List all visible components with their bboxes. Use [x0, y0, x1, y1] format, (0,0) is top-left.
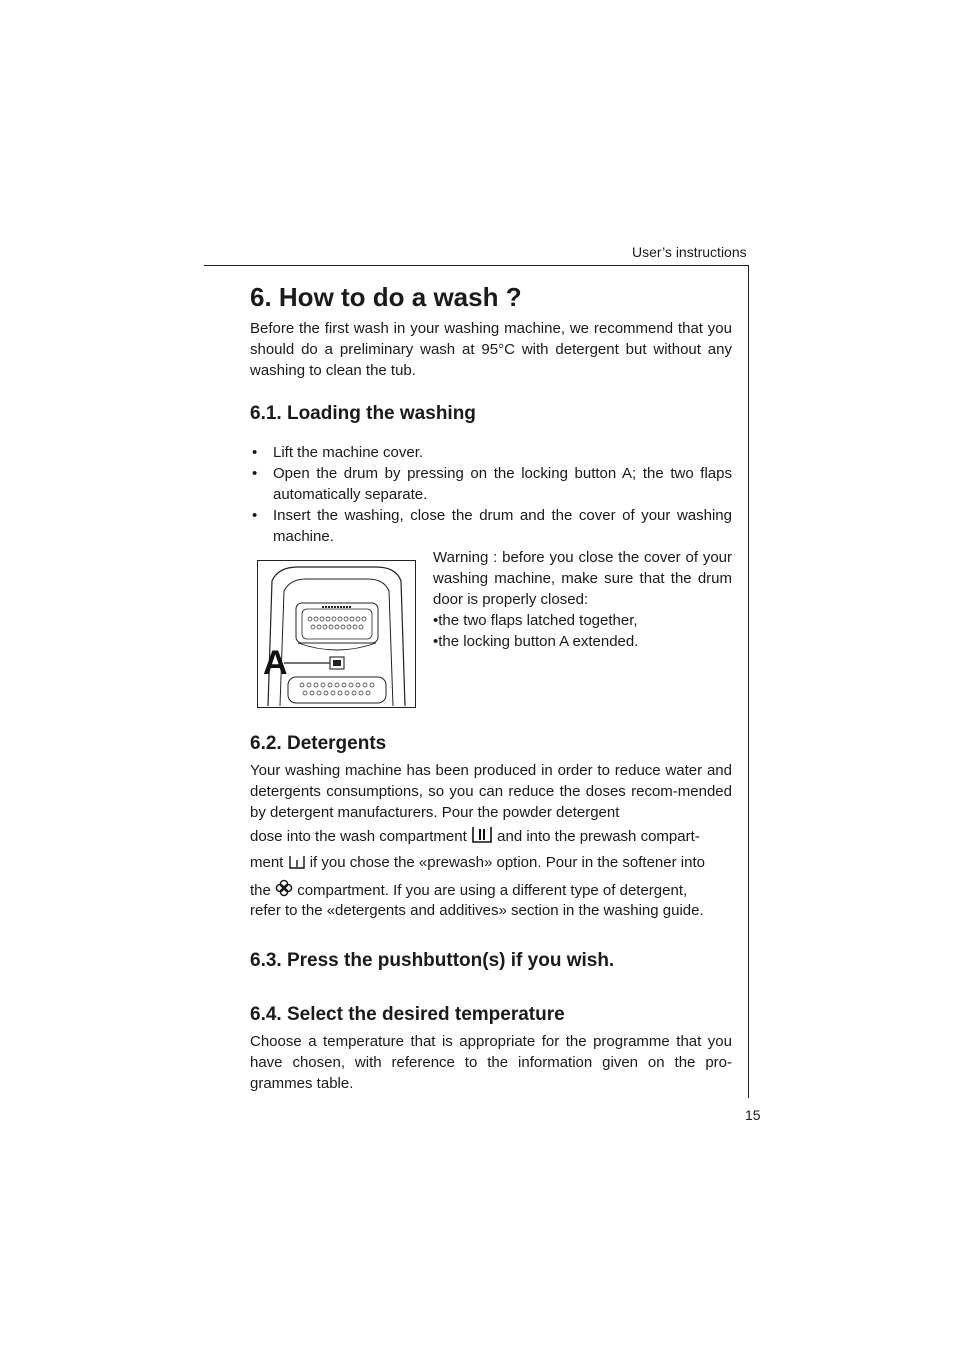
text-fragment: if you chose the «prewash» option. Pour in the softener into [309, 854, 705, 871]
text-fragment: compartment. If you are using a different type of detergent, [297, 882, 688, 899]
main-wash-compartment-icon [471, 826, 493, 843]
margin-rule [748, 265, 749, 1098]
loading-steps [250, 442, 732, 547]
text-fragment: ment [250, 854, 284, 871]
detergents-line-prewash [250, 852, 732, 873]
subsection-title-pushbuttons: 6.3. Press the pushbutton(s) if you wish. [250, 950, 615, 971]
subsection-title-detergents: 6.2. Detergents [250, 733, 387, 754]
detergents-line-guide: refer to the «detergents and additives» section in the washing guide. [250, 902, 704, 919]
text-fragment: and into the prewash compart- [497, 828, 700, 845]
page-number: 15 [745, 1107, 761, 1123]
subsection-title-loading: 6.1. Loading the washing [250, 403, 476, 424]
header-rule [204, 265, 749, 266]
text-fragment: dose into the wash compartment [250, 828, 467, 845]
machine-illustration [257, 560, 416, 708]
washing-machine-top-drawing [258, 561, 415, 707]
warning-note [433, 547, 732, 652]
detergents-line-softener [250, 879, 732, 901]
temperature-paragraph: Choose a temperature that is appropriate for the programme that you have chosen, with reference to the information given on the pro-grammes table. [250, 1033, 732, 1092]
warning-item: •the two flaps latched together, [433, 612, 638, 629]
list-item: • Lift the machine cover. [250, 442, 732, 463]
running-header: User’s instructions [632, 244, 747, 260]
text-fragment: the [250, 882, 271, 899]
softener-flower-icon [275, 879, 293, 897]
section-title: 6. How to do a wash ? [250, 282, 522, 312]
prewash-compartment-icon [288, 854, 306, 869]
detergents-paragraph: Your washing machine has been produced in order to reduce water and detergents consumptions, so you can reduce the doses recom-mended by detergent manufacturers. Pour the powder detergent [250, 762, 732, 821]
warning-item: •the locking button A extended. [433, 633, 639, 650]
detergents-line-wash [250, 826, 732, 847]
intro-paragraph: Before the first wash in your washing machine, we recommend that you should do a preliminary wash at 95°C with detergent but without any washing to clean the tub. [250, 320, 732, 379]
subsection-title-temperature: 6.4. Select the desired temperature [250, 1004, 565, 1025]
list-item: • Open the drum by pressing on the locking button A; the two flaps automatically separate. [250, 463, 732, 505]
list-item: • Insert the washing, close the drum and the cover of your washing machine. [250, 505, 732, 547]
warning-text: Warning : before you close the cover of your washing machine, make sure that the drum door is properly closed: [433, 549, 732, 608]
figure-label-a: A [263, 644, 288, 682]
